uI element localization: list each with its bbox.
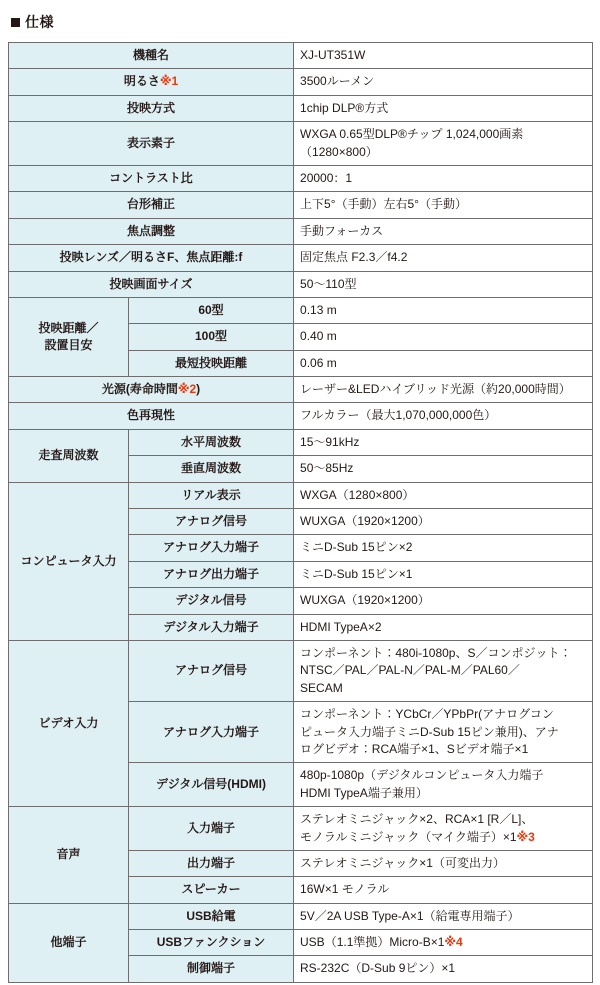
spec-label-cell: 60型 xyxy=(129,297,294,323)
spec-label-cell: 投映レンズ／明るさF、焦点距離:f xyxy=(9,245,294,271)
spec-value-cell: HDMI TypeA×2 xyxy=(294,614,593,640)
spec-label-cell: 投映方式 xyxy=(9,95,294,121)
spec-label-cell: アナログ信号 xyxy=(129,640,294,701)
spec-value-cell: WXGA（1280×800） xyxy=(294,482,593,508)
spec-value-cell: WXGA 0.65型DLP®チップ 1,024,000画素 （1280×800） xyxy=(294,122,593,166)
spec-label-cell: アナログ入力端子 xyxy=(129,535,294,561)
spec-group-cell: 投映距離／ 設置目安 xyxy=(9,297,129,376)
spec-value-cell: 3500ルーメン xyxy=(294,69,593,95)
square-bullet-icon xyxy=(11,18,20,27)
table-row xyxy=(9,69,593,95)
spec-label-cell: 入力端子 xyxy=(129,807,294,851)
spec-value-cell: 0.40 m xyxy=(294,324,593,350)
spec-value-cell: 16W×1 モノラル xyxy=(294,877,593,903)
spec-label-cell: 色再現性 xyxy=(9,403,294,429)
spec-label-cell: スピーカー xyxy=(129,877,294,903)
spec-value-cell: 1chip DLP®方式 xyxy=(294,95,593,121)
spec-label-cell: 明るさ※1 xyxy=(9,69,294,95)
spec-value-cell: 50〜85Hz xyxy=(294,456,593,482)
page-title-label: 仕様 xyxy=(25,14,54,30)
spec-group-cell: 音声 xyxy=(9,807,129,904)
table-row xyxy=(9,903,593,929)
table-row xyxy=(9,640,593,701)
spec-value-cell: 15〜91kHz xyxy=(294,429,593,455)
table-row xyxy=(9,165,593,191)
spec-value-cell: WUXGA（1920×1200） xyxy=(294,588,593,614)
spec-value-cell: 5V／2A USB Type-A×1（給電専用端子） xyxy=(294,903,593,929)
spec-label-cell: アナログ入力端子 xyxy=(129,702,294,763)
spec-value-cell: 固定焦点 F2.3／f4.2 xyxy=(294,245,593,271)
spec-value-cell: RS-232C（D-Sub 9ピン）×1 xyxy=(294,956,593,982)
spec-label-cell: 出力端子 xyxy=(129,850,294,876)
spec-label-cell: デジタル信号 xyxy=(129,588,294,614)
table-row xyxy=(9,429,593,455)
spec-label-cell: 100型 xyxy=(129,324,294,350)
table-row xyxy=(9,377,593,403)
spec-value-cell: レーザー&LEDハイブリッド光源（約20,000時間） xyxy=(294,377,593,403)
spec-value-cell: フルカラー（最大1,070,000,000色） xyxy=(294,403,593,429)
spec-label-cell: 焦点調整 xyxy=(9,218,294,244)
specifications-table-body xyxy=(9,43,593,983)
spec-label-cell: 垂直周波数 xyxy=(129,456,294,482)
spec-label-cell: デジタル信号(HDMI) xyxy=(129,763,294,807)
spec-value-cell: ミニD-Sub 15ピン×2 xyxy=(294,535,593,561)
table-row xyxy=(9,271,593,297)
spec-value-cell: ステレオミニジャック×2、RCA×1 [R／L]、 モノラルミニジャック（マイク端子）×1※3 xyxy=(294,807,593,851)
spec-label-cell: デジタル入力端子 xyxy=(129,614,294,640)
spec-group-cell: コンピュータ入力 xyxy=(9,482,129,640)
spec-label-cell: 投映画面サイズ xyxy=(9,271,294,297)
spec-value-cell: 20000：1 xyxy=(294,165,593,191)
spec-label-cell: 光源(寿命時間※2) xyxy=(9,377,294,403)
table-row xyxy=(9,482,593,508)
spec-value-cell: 上下5°（手動）左右5°（手動） xyxy=(294,192,593,218)
spec-label-cell: USBファンクション xyxy=(129,930,294,956)
page-title xyxy=(11,12,592,32)
spec-label-cell: リアル表示 xyxy=(129,482,294,508)
spec-group-cell: 他端子 xyxy=(9,903,129,982)
table-row xyxy=(9,403,593,429)
spec-value-cell: USB（1.1準拠）Micro-B×1※4 xyxy=(294,930,593,956)
spec-label-cell: USB給電 xyxy=(129,903,294,929)
table-row xyxy=(9,192,593,218)
spec-value-cell: 0.13 m xyxy=(294,297,593,323)
spec-value-cell: コンポーネント：480i-1080p、S／コンポジット： NTSC／PAL／PAL-N／PAL-M／PAL60／ SECAM xyxy=(294,640,593,701)
table-row xyxy=(9,297,593,323)
spec-value-cell: WUXGA（1920×1200） xyxy=(294,509,593,535)
spec-label-cell: 機種名 xyxy=(9,43,294,69)
table-row xyxy=(9,122,593,166)
spec-label-cell: アナログ出力端子 xyxy=(129,561,294,587)
table-row xyxy=(9,43,593,69)
spec-label-cell: 制御端子 xyxy=(129,956,294,982)
table-row xyxy=(9,218,593,244)
spec-label-cell: アナログ信号 xyxy=(129,509,294,535)
table-row xyxy=(9,245,593,271)
spec-label-cell: 水平周波数 xyxy=(129,429,294,455)
spec-label-cell: 最短投映距離 xyxy=(129,350,294,376)
spec-value-cell: XJ-UT351W xyxy=(294,43,593,69)
table-row xyxy=(9,807,593,851)
table-row xyxy=(9,95,593,121)
spec-value-cell: ステレオミニジャック×1（可変出力） xyxy=(294,850,593,876)
spec-value-cell: 0.06 m xyxy=(294,350,593,376)
spec-value-cell: 手動フォーカス xyxy=(294,218,593,244)
spec-group-cell: 走査周波数 xyxy=(9,429,129,482)
spec-value-cell: コンポーネント：YCbCr／YPbPr(アナログコン ピュータ入力端子ミニD-Sub 15ピン兼用)、アナ ログビデオ：RCA端子×1、Sビデオ端子×1 xyxy=(294,702,593,763)
spec-label-cell: 表示素子 xyxy=(9,122,294,166)
spec-value-cell: ミニD-Sub 15ピン×1 xyxy=(294,561,593,587)
spec-value-cell: 480p-1080p（デジタルコンピュータ入力端子 HDMI TypeA端子兼用） xyxy=(294,763,593,807)
spec-label-cell: コントラスト比 xyxy=(9,165,294,191)
spec-value-cell: 50〜110型 xyxy=(294,271,593,297)
spec-label-cell: 台形補正 xyxy=(9,192,294,218)
specifications-table xyxy=(8,42,593,983)
spec-group-cell: ビデオ入力 xyxy=(9,640,129,806)
